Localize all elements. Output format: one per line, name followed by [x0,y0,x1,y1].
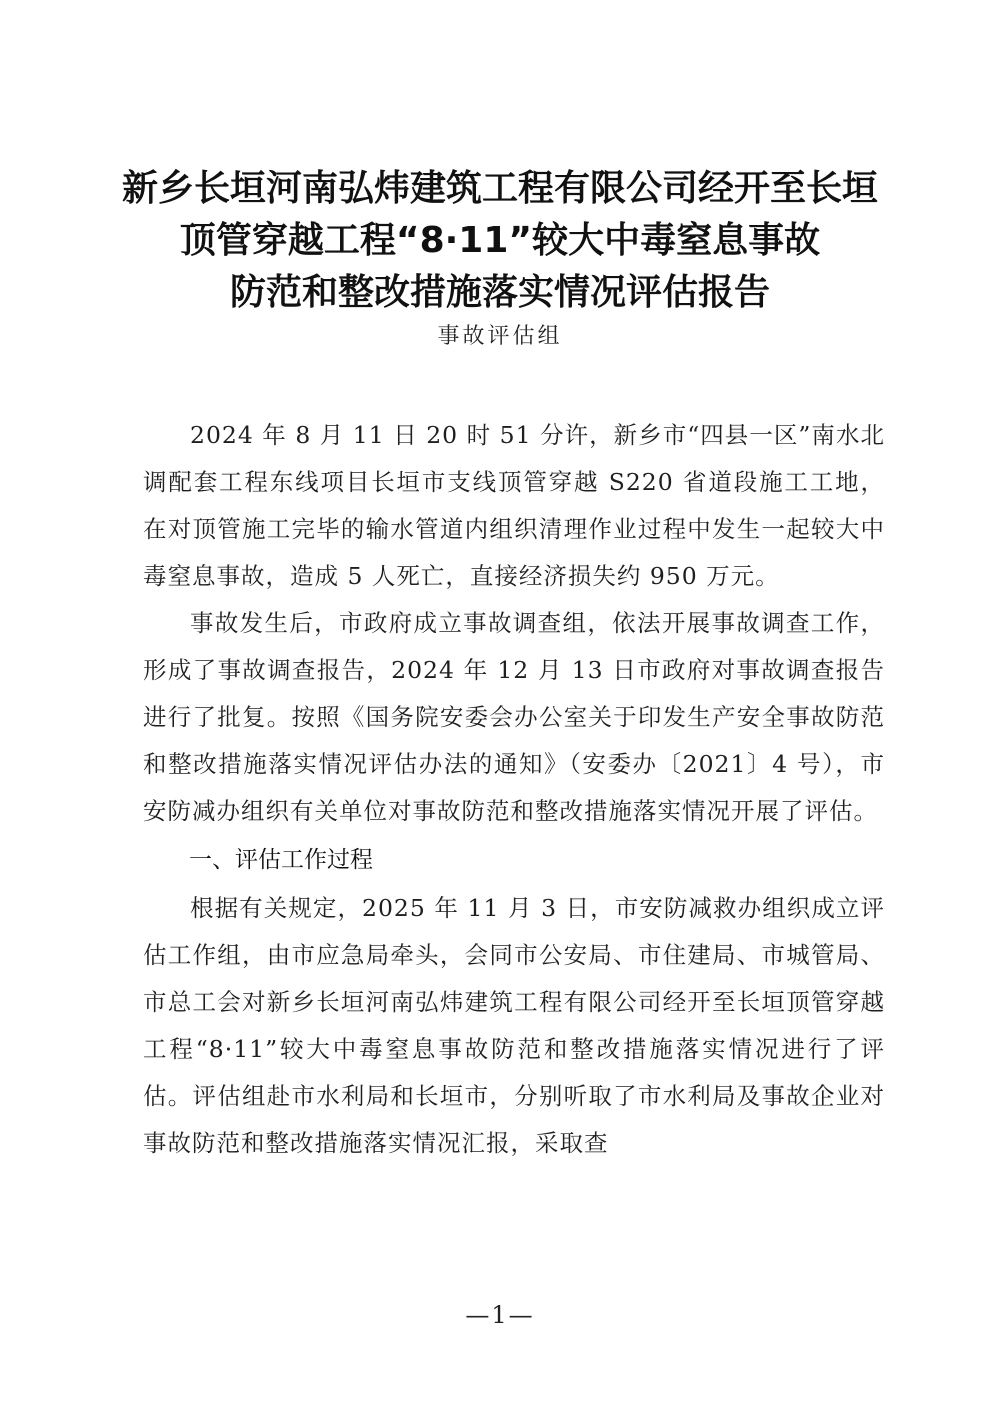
paragraph-incident-summary: 2024 年 8 月 11 日 20 时 51 分许，新乡市“四县一区”南水北调配套工程东线项目长垣市支线顶管穿越 S220 省道段施工工地，在对顶管施工完毕的输水管道内组织清理作业过程中发生一起较大中毒窒息事故，造成 5 人死亡，直接经济损失约 950 万元。 [143,421,885,590]
document-body [143,412,885,1167]
paragraph-investigation: 事故发生后，市政府成立事故调查组，依法开展事故调查工作，形成了事故调查报告，2024 年 12 月 13 日市政府对事故调查报告进行了批复。按照《国务院安委会办公室关于印发生产安全事故防范和整改措施落实情况评估办法的通知》（安委办〔2021〕4 号），市安防减办组织有关单位对事故防范和整改措施落实情况开展了评估。 [143,609,885,825]
document-title [110,163,890,319]
title-line-2: 顶管穿越工程“8·11”较大中毒窒息事故 [179,220,821,261]
title-line-1: 新乡长垣河南弘炜建筑工程有限公司经开至长垣 [121,168,878,209]
title-line-3: 防范和整改措施落实情况评估报告 [229,272,770,313]
page-number: —1— [465,1301,535,1329]
document-subtitle: 事故评估组 [437,324,563,349]
section-heading: 一、评估工作过程 [189,847,373,873]
paragraph-assessment-process: 根据有关规定，2025 年 11 月 3 日，市安防减救办组织成立评估工作组，由市应急局牵头，会同市公安局、市住建局、市城管局、市总工会对新乡长垣河南弘炜建筑工程有限公司经开至长垣顶管穿越工程“8·11”较大中毒窒息事故防范和整改措施落实情况进行了评估。评估组赴市水利局和长垣市，分别听取了市水利局及事故企业对事故防范和整改措施落实情况汇报，采取查 [143,894,885,1157]
